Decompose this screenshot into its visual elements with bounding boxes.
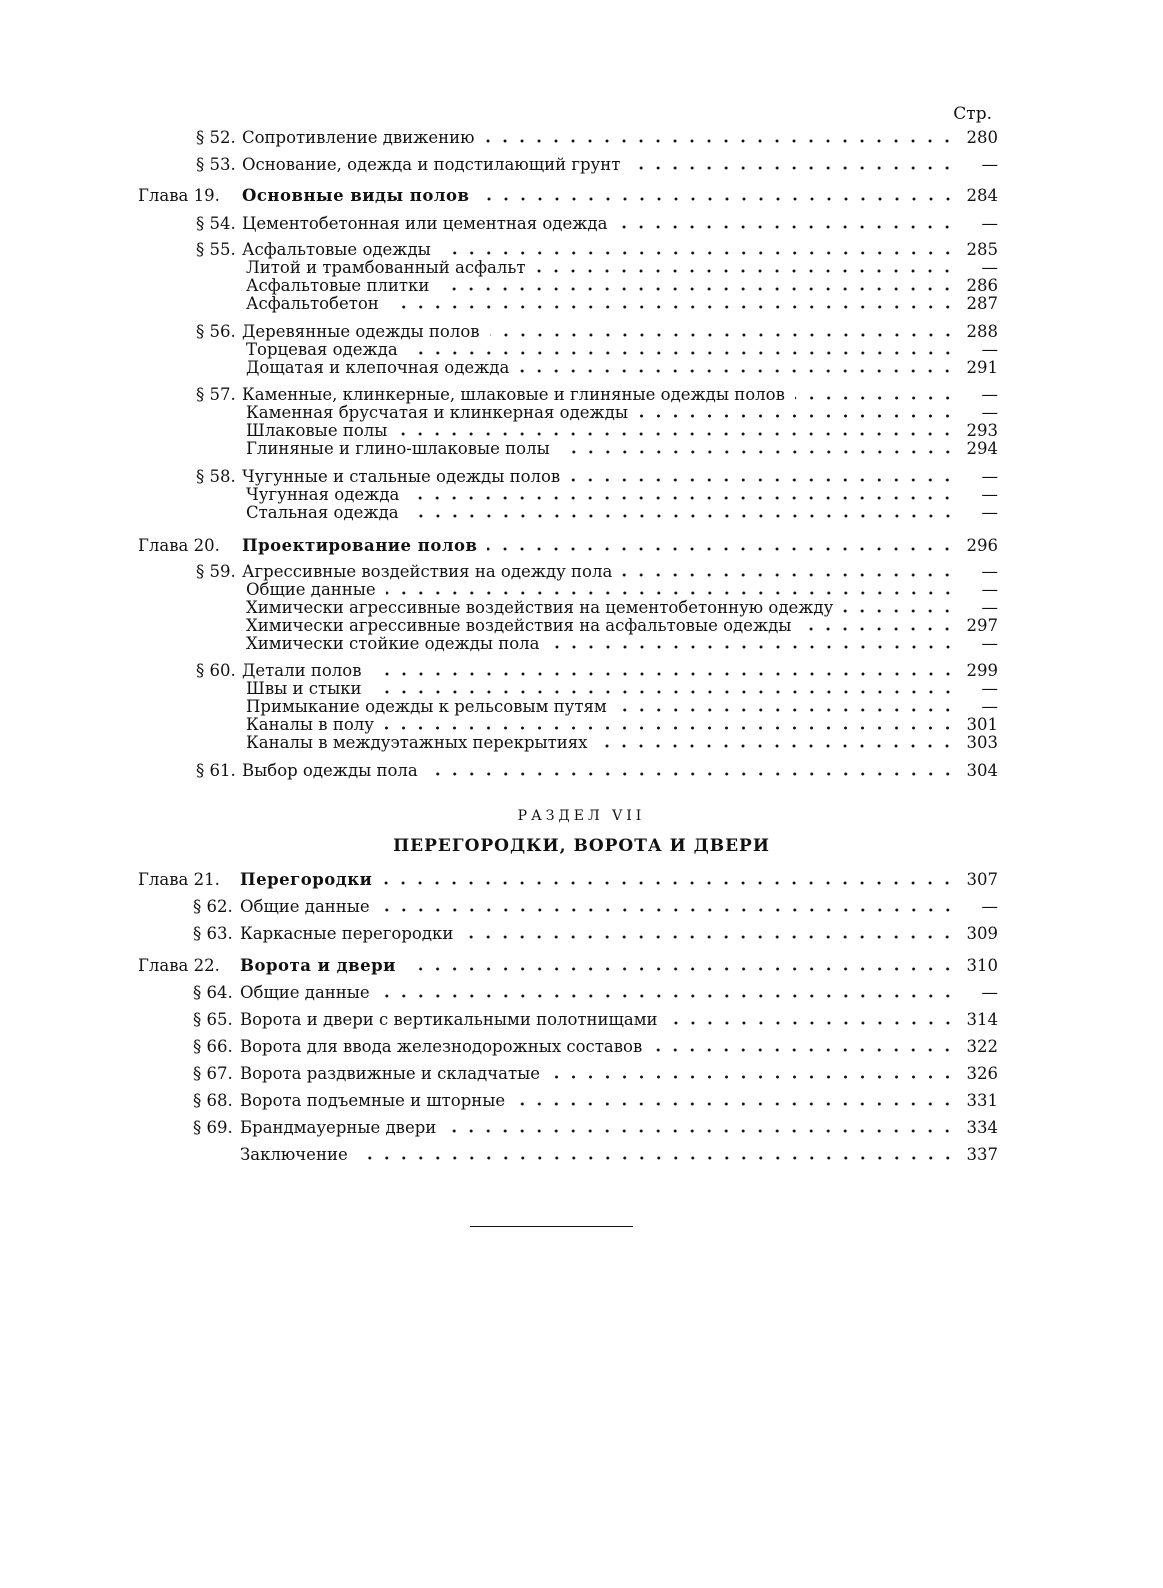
toc-entry-title: Общие данные bbox=[240, 897, 370, 916]
toc-entry-title: Шлаковые полы bbox=[246, 421, 388, 440]
toc-entry bbox=[196, 214, 998, 234]
toc-page-number: — bbox=[981, 340, 998, 359]
dot-leader bbox=[617, 224, 956, 230]
toc-entry bbox=[246, 485, 998, 505]
toc-entry-title: Основные виды полов bbox=[242, 186, 470, 205]
toc-page-number: 297 bbox=[966, 616, 998, 635]
section-title: ПЕРЕГОРОДКИ, ВОРОТА И ДВЕРИ bbox=[393, 836, 770, 856]
toc-entry bbox=[193, 1064, 998, 1084]
toc-entry-number: § 60. bbox=[196, 661, 236, 680]
toc-page-number: 287 bbox=[966, 294, 998, 313]
toc-entry bbox=[246, 715, 998, 735]
toc-entry bbox=[246, 403, 998, 423]
dot-leader bbox=[617, 707, 956, 713]
dot-leader bbox=[638, 413, 956, 419]
dot-leader bbox=[386, 590, 956, 596]
dot-leader bbox=[630, 165, 956, 171]
toc-chapter-entry bbox=[138, 186, 998, 206]
toc-entry-title: Торцевая одежда bbox=[246, 340, 398, 359]
toc-page-number: — bbox=[981, 580, 998, 599]
toc-entry bbox=[246, 258, 998, 278]
toc-page-number: 309 bbox=[966, 924, 998, 943]
dot-leader bbox=[441, 250, 956, 256]
toc-entry bbox=[193, 1037, 998, 1057]
toc-entry-title: Асфальтобетон bbox=[246, 294, 379, 313]
toc-entry bbox=[246, 634, 998, 654]
dot-leader bbox=[795, 395, 956, 401]
dot-leader bbox=[409, 513, 956, 519]
toc-entry-title: Ворота и двери с вертикальными полотнищами bbox=[240, 1010, 658, 1029]
toc-page-number: 322 bbox=[966, 1037, 998, 1056]
toc-page-number: — bbox=[981, 897, 998, 916]
dot-leader bbox=[358, 1155, 956, 1161]
toc-entry bbox=[193, 1010, 998, 1030]
toc-entry bbox=[193, 924, 998, 944]
dot-leader bbox=[446, 1128, 956, 1134]
toc-entry-number: § 56. bbox=[196, 322, 236, 341]
toc-entry-title: Ворота подъемные и шторные bbox=[240, 1091, 506, 1110]
toc-page-number: 293 bbox=[966, 421, 998, 440]
toc-entry-title: Каменные, клинкерные, шлаковые и глиняные одежды полов bbox=[242, 385, 785, 404]
toc-entry-title: Примыкание одежды к рельсовым путям bbox=[246, 697, 607, 716]
toc-entry-number: § 69. bbox=[193, 1118, 233, 1137]
toc-chapter-entry bbox=[138, 536, 998, 556]
dot-leader bbox=[408, 350, 956, 356]
dot-leader bbox=[463, 934, 956, 940]
dot-leader bbox=[597, 743, 956, 749]
toc-page-number: 296 bbox=[966, 536, 998, 555]
toc-page-number: 314 bbox=[966, 1010, 998, 1029]
toc-page-number: 299 bbox=[966, 661, 998, 680]
toc-entry-title: Швы и стыки bbox=[246, 679, 362, 698]
toc-entry bbox=[246, 358, 998, 378]
toc-entry-title: Каналы в полу bbox=[246, 715, 374, 734]
toc-page-number: 337 bbox=[966, 1145, 998, 1164]
toc-entry bbox=[196, 467, 998, 487]
toc-entry bbox=[246, 439, 998, 459]
toc-page-number: 326 bbox=[966, 1064, 998, 1083]
toc-page-number: — bbox=[981, 214, 998, 233]
toc-entry-number: § 66. bbox=[193, 1037, 233, 1056]
toc-page-number: — bbox=[981, 258, 998, 277]
dot-leader bbox=[652, 1047, 956, 1053]
toc-entry-title: Каркасные перегородки bbox=[240, 924, 454, 943]
toc-page-number: 301 bbox=[966, 715, 998, 734]
dot-leader bbox=[406, 966, 956, 972]
dot-leader bbox=[801, 626, 956, 632]
section-label: РАЗДЕЛ VII bbox=[517, 808, 646, 824]
toc-page-number: 334 bbox=[966, 1118, 998, 1137]
dot-leader bbox=[380, 993, 956, 999]
toc-entry-number: § 61. bbox=[196, 761, 236, 780]
toc-entry-title: Заключение bbox=[240, 1145, 348, 1164]
dot-leader bbox=[480, 196, 957, 202]
toc-entry-number: § 52. bbox=[196, 128, 236, 147]
toc-page-number: — bbox=[981, 155, 998, 174]
toc-entry bbox=[246, 733, 998, 753]
toc-entry bbox=[196, 240, 998, 260]
toc-entry-title: Каменная брусчатая и клинкерная одежды bbox=[246, 403, 628, 422]
dot-leader bbox=[622, 572, 956, 578]
toc-entry-number: § 57. bbox=[196, 385, 236, 404]
toc-page-number: — bbox=[981, 634, 998, 653]
toc-entry-title: Чугунные и стальные одежды полов bbox=[242, 467, 561, 486]
toc-entry bbox=[196, 322, 998, 342]
toc-page-number: — bbox=[981, 503, 998, 522]
toc-entry-number: Глава 19. bbox=[138, 186, 220, 205]
toc-entry bbox=[196, 761, 998, 781]
toc-entry bbox=[196, 155, 998, 175]
toc-entry-title: Стальная одежда bbox=[246, 503, 399, 522]
toc-page-number: — bbox=[981, 467, 998, 486]
toc-page-number: — bbox=[981, 403, 998, 422]
dot-leader bbox=[535, 268, 956, 274]
dot-leader bbox=[409, 495, 956, 501]
toc-entry bbox=[193, 1091, 998, 1111]
toc-entry bbox=[193, 983, 998, 1003]
toc-entry-title: Химически агрессивные воздействия на цементобетонную одежду bbox=[246, 598, 834, 617]
toc-entry-title: Агрессивные воздействия на одежду пола bbox=[242, 562, 613, 581]
toc-entry-title: Ворота и двери bbox=[240, 956, 396, 975]
toc-page-number: 294 bbox=[966, 439, 998, 458]
toc-page-number: 303 bbox=[966, 733, 998, 752]
toc-entry-title: Общие данные bbox=[240, 983, 370, 1002]
dot-leader bbox=[560, 449, 956, 455]
toc-chapter-entry bbox=[138, 870, 998, 890]
toc-entry bbox=[246, 276, 998, 296]
toc-entry bbox=[246, 616, 998, 636]
toc-page-number: — bbox=[981, 697, 998, 716]
dot-leader bbox=[484, 138, 956, 144]
toc-page-number: — bbox=[981, 485, 998, 504]
dot-leader bbox=[428, 771, 956, 777]
toc-entry-title: Перегородки bbox=[240, 870, 373, 889]
toc-entry-title: Общие данные bbox=[246, 580, 376, 599]
dot-leader bbox=[384, 725, 956, 731]
dot-leader bbox=[550, 644, 957, 650]
toc-entry bbox=[193, 1118, 998, 1138]
toc-entry bbox=[246, 421, 998, 441]
toc-entry-number: § 63. bbox=[193, 924, 233, 943]
toc-page-number: 304 bbox=[966, 761, 998, 780]
toc-entry-title: Выбор одежды пола bbox=[242, 761, 418, 780]
toc-entry-title: Брандмауерные двери bbox=[240, 1118, 437, 1137]
toc-entry-title: Цементобетонная или цементная одежда bbox=[242, 214, 608, 233]
toc-entry-title: Химически агрессивные воздействия на асфальтовые одежды bbox=[246, 616, 792, 635]
toc-entry bbox=[246, 340, 998, 360]
toc-entry-title: Глиняные и глино-шлаковые полы bbox=[246, 439, 550, 458]
dot-leader bbox=[372, 689, 956, 695]
toc-entry-number: § 53. bbox=[196, 155, 236, 174]
page-column-label: Стр. bbox=[953, 104, 992, 124]
dot-leader bbox=[372, 671, 956, 677]
dot-leader bbox=[487, 546, 956, 552]
toc-page-number: 331 bbox=[966, 1091, 998, 1110]
toc-page-number: 280 bbox=[966, 128, 998, 147]
dot-leader bbox=[380, 907, 956, 913]
dot-leader bbox=[668, 1020, 956, 1026]
toc-page-number: 291 bbox=[966, 358, 998, 377]
toc-entry-title: Ворота для ввода железнодорожных составов bbox=[240, 1037, 643, 1056]
toc-entry-title: Деревянные одежды полов bbox=[242, 322, 480, 341]
toc-entry bbox=[240, 1145, 998, 1165]
toc-entry bbox=[246, 679, 998, 699]
dot-leader bbox=[397, 431, 956, 437]
toc-entry-title: Основание, одежда и подстилающий грунт bbox=[242, 155, 621, 174]
toc-entry bbox=[196, 661, 998, 681]
dot-leader bbox=[519, 368, 956, 374]
toc-page-number: 285 bbox=[966, 240, 998, 259]
dot-leader bbox=[382, 880, 956, 886]
dot-leader bbox=[490, 332, 956, 338]
toc-entry bbox=[246, 598, 998, 618]
toc-entry-number: § 58. bbox=[196, 467, 236, 486]
toc-entry-number: § 65. bbox=[193, 1010, 233, 1029]
toc-entry-number: § 64. bbox=[193, 983, 233, 1002]
toc-entry-number: § 59. bbox=[196, 562, 236, 581]
toc-chapter-entry bbox=[138, 956, 998, 976]
toc-entry bbox=[246, 294, 998, 314]
toc-entry bbox=[246, 580, 998, 600]
toc-entry-number: Глава 20. bbox=[138, 536, 220, 555]
toc-entry bbox=[246, 503, 998, 523]
dot-leader bbox=[550, 1074, 956, 1080]
toc-entry-number: § 55. bbox=[196, 240, 236, 259]
toc-entry-title: Ворота раздвижные и складчатые bbox=[240, 1064, 540, 1083]
toc-entry-number: § 62. bbox=[193, 897, 233, 916]
dot-leader bbox=[843, 608, 956, 614]
toc-entry-number: § 54. bbox=[196, 214, 236, 233]
toc-entry-title: Детали полов bbox=[242, 661, 362, 680]
toc-entry-title: Литой и трамбованный асфальт bbox=[246, 258, 526, 277]
toc-entry-title: Химически стойкие одежды пола bbox=[246, 634, 540, 653]
toc-entry-number: Глава 21. bbox=[138, 870, 220, 889]
toc-page-number: 288 bbox=[966, 322, 998, 341]
toc-entry bbox=[196, 385, 998, 405]
toc-page-number: — bbox=[981, 679, 998, 698]
end-rule-divider bbox=[470, 1226, 633, 1227]
toc-page-number: — bbox=[981, 562, 998, 581]
dot-leader bbox=[389, 304, 956, 310]
toc-entry bbox=[246, 697, 998, 717]
toc-entry-title: Проектирование полов bbox=[242, 536, 478, 555]
toc-entry-title: Дощатая и клепочная одежда bbox=[246, 358, 510, 377]
toc-page-number: 310 bbox=[966, 956, 998, 975]
toc-entry bbox=[196, 562, 998, 582]
toc-page-number: — bbox=[981, 983, 998, 1002]
toc-page-number: 286 bbox=[966, 276, 998, 295]
toc-entry-title: Асфальтовые одежды bbox=[242, 240, 431, 259]
toc-entry-title: Сопротивление движению bbox=[242, 128, 475, 147]
dot-leader bbox=[439, 286, 956, 292]
toc-entry bbox=[193, 897, 998, 917]
toc-entry-title: Асфальтовые плитки bbox=[246, 276, 430, 295]
toc-page-number: 284 bbox=[966, 186, 998, 205]
dot-leader bbox=[515, 1101, 956, 1107]
toc-page-number: 307 bbox=[966, 870, 998, 889]
toc-entry-number: § 68. bbox=[193, 1091, 233, 1110]
toc-entry-number: Глава 22. bbox=[138, 956, 220, 975]
toc-entry bbox=[196, 128, 998, 148]
toc-page-number: — bbox=[981, 598, 998, 617]
toc-page-number: — bbox=[981, 385, 998, 404]
toc-entry-number: § 67. bbox=[193, 1064, 233, 1083]
toc-entry-title: Каналы в междуэтажных перекрытиях bbox=[246, 733, 588, 752]
toc-entry-title: Чугунная одежда bbox=[246, 485, 400, 504]
dot-leader bbox=[570, 477, 956, 483]
